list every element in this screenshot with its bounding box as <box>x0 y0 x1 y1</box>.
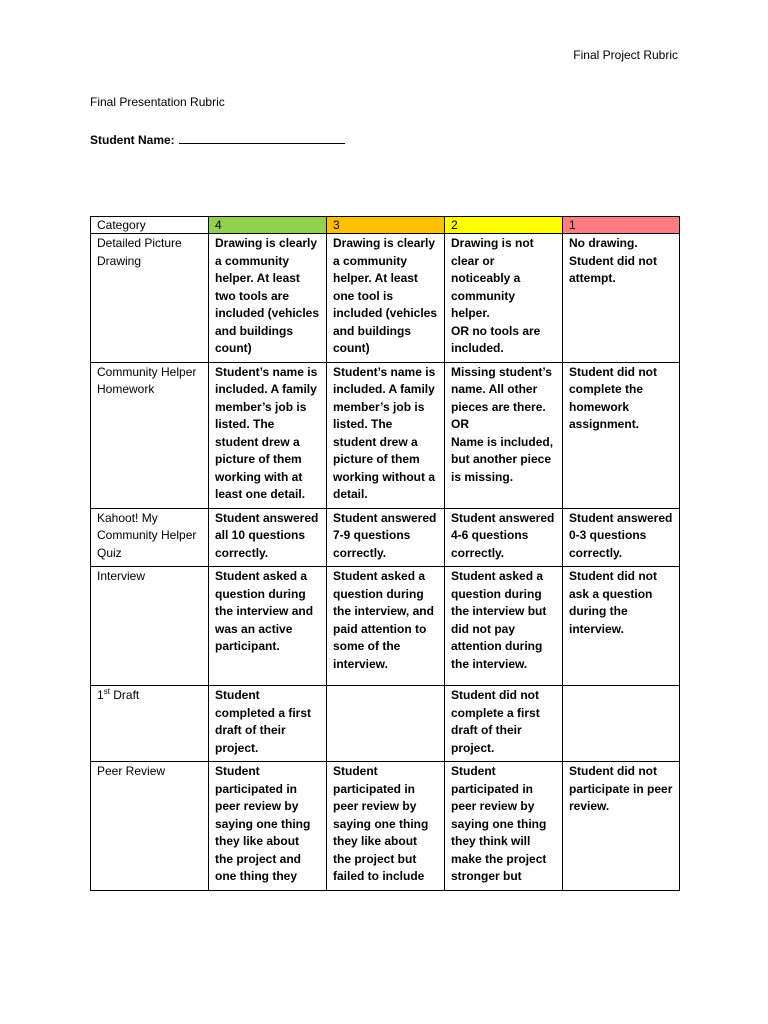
row-score-3: Student asked a question during the interview, and paid attention to some of the interview. <box>327 567 445 686</box>
row-score-1: No drawing. Student did not attempt. <box>563 234 680 363</box>
row-category: Interview <box>91 567 209 686</box>
table-row <box>91 234 680 363</box>
row-category: Kahoot! My Community Helper Quiz <box>91 508 209 567</box>
row-score-1 <box>563 686 680 762</box>
row-score-3: Student’s name is included. A family member’s job is listed. The student drew a picture of them working without a detail. <box>327 362 445 508</box>
row-score-4: Student answered all 10 questions correctly. <box>209 508 327 567</box>
rubric-header-row <box>91 217 680 234</box>
row-category-ordinal: st <box>103 687 110 696</box>
table-row <box>91 567 680 686</box>
header-title: Final Project Rubric <box>573 48 678 62</box>
row-score-4: Student completed a first draft of their project. <box>209 686 327 762</box>
student-name-label: Student Name: <box>90 133 175 147</box>
table-row <box>91 762 680 891</box>
row-score-3 <box>327 686 445 762</box>
row-category: Peer Review <box>91 762 209 891</box>
row-score-2 <box>445 362 563 508</box>
row-category: Detailed Picture Drawing <box>91 234 209 363</box>
row-category-text: Draft <box>109 688 140 702</box>
row-score-2: Student participated in peer review by saying one thing they think will make the project stronger but <box>445 762 563 891</box>
row-score-3: Student participated in peer review by saying one thing they like about the project but failed to include <box>327 762 445 891</box>
row-score-1: Student did not complete the homework assignment. <box>563 362 680 508</box>
header-score-3: 3 <box>327 217 445 234</box>
row-score-2-line: Name is included, but another piece is missing. <box>451 434 554 484</box>
row-score-2: Student answered 4-6 questions correctly. <box>445 508 563 567</box>
rubric-table <box>90 216 680 891</box>
row-score-2: Student did not complete a first draft of their project. <box>445 686 563 762</box>
row-score-1: Student answered 0-3 questions correctly. <box>563 508 680 567</box>
row-score-2-line: Missing student’s name. All other pieces are there. <box>451 364 552 414</box>
header-score-4: 4 <box>209 217 327 234</box>
row-score-1: Student did not ask a question during the interview. <box>563 567 680 686</box>
row-score-2: Student asked a question during the interview but did not pay attention during the interview. <box>445 567 563 686</box>
header-category: Category <box>91 217 209 234</box>
row-score-2-line: OR no tools are included. <box>451 323 541 355</box>
row-score-3: Student answered 7-9 questions correctly. <box>327 508 445 567</box>
row-category-number: 1 <box>97 688 104 702</box>
row-score-4: Drawing is clearly a community helper. At least two tools are included (vehicles and buildings count) <box>209 234 327 363</box>
table-row <box>91 508 680 567</box>
header-score-2: 2 <box>445 217 563 234</box>
header-score-1: 1 <box>563 217 680 234</box>
row-score-4: Student asked a question during the interview and was an active participant. <box>209 567 327 686</box>
row-score-4: Student’s name is included. A family member’s job is listed. The student drew a picture of them working with at least one detail. <box>209 362 327 508</box>
row-score-2-line: Drawing is not clear or noticeably a community helper. <box>451 236 534 320</box>
table-row <box>91 686 680 762</box>
row-score-4: Student participated in peer review by saying one thing they like about the project and one thing they <box>209 762 327 891</box>
row-score-2 <box>445 234 563 363</box>
table-row <box>91 362 680 508</box>
student-name-blank-line <box>179 133 345 144</box>
student-name-field <box>90 133 345 147</box>
row-category <box>91 686 209 762</box>
row-category: Community Helper Homework <box>91 362 209 508</box>
row-score-3: Drawing is clearly a community helper. At least one tool is included (vehicles and buildings count) <box>327 234 445 363</box>
row-score-2-line: OR <box>451 417 469 431</box>
document-title: Final Presentation Rubric <box>90 95 225 109</box>
row-score-1: Student did not participate in peer review. <box>563 762 680 891</box>
